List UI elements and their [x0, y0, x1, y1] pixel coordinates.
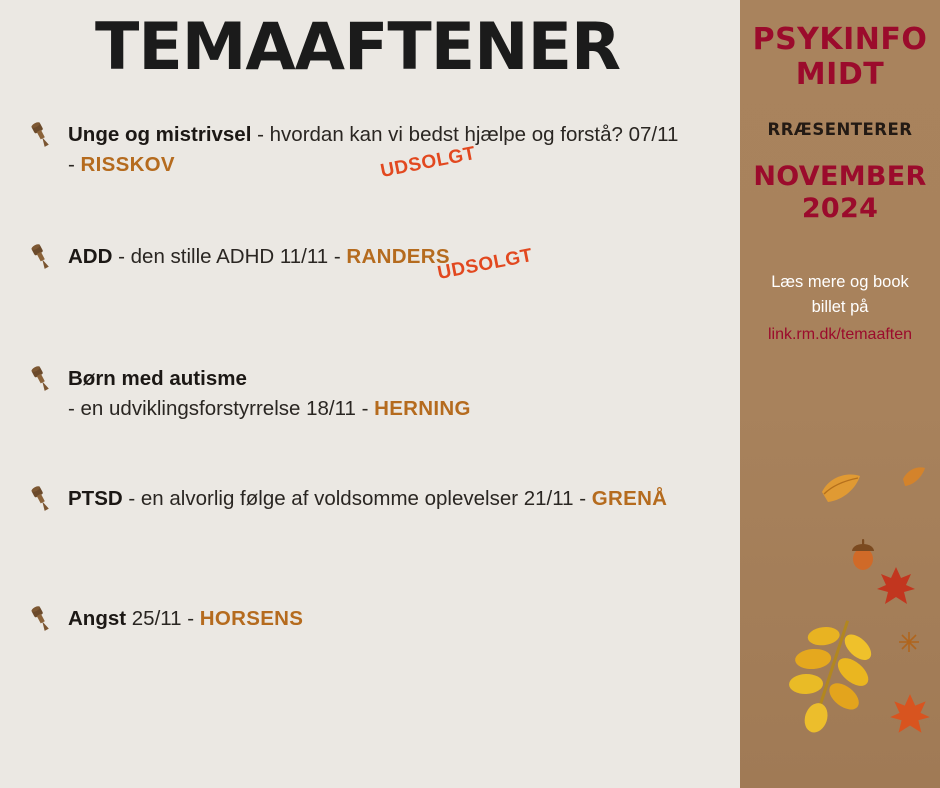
list-item [0, 484, 740, 544]
booking-link[interactable]: link.rm.dk/temaaften [767, 325, 913, 343]
event-title: PTSD [68, 487, 123, 511]
event-text [68, 242, 688, 272]
list-item [0, 604, 740, 664]
event-city: HORSENS [199, 607, 304, 631]
event-title: Angst [68, 607, 127, 631]
event-text [68, 484, 688, 514]
event-text [68, 364, 688, 423]
event-text [68, 604, 688, 634]
event-city: RISSKOV [80, 152, 175, 176]
booking-line-2: billet på [811, 298, 869, 317]
leaf-icon [900, 465, 928, 491]
acorn-icon [848, 538, 878, 572]
pin-icon [26, 120, 56, 150]
event-city: HERNING [374, 396, 471, 420]
event-title: Børn med autisme [68, 367, 247, 391]
booking-info [740, 270, 940, 348]
event-detail: - den stille ADHD 11/11 - [112, 245, 347, 269]
brand-name-line1: PSYKINFO [752, 22, 928, 57]
leaf-icon [818, 470, 864, 510]
list-item [0, 120, 740, 183]
status-badge: UDSOLGT [435, 245, 535, 285]
event-detail: - en alvorlig følge af voldsomme oplevelser 21/11 - [122, 487, 592, 511]
pin-icon [26, 484, 56, 514]
month-label: NOVEMBER [753, 160, 927, 192]
pin-icon [26, 242, 56, 272]
page-title: TEMAAFTENER [95, 10, 621, 85]
event-text [68, 120, 688, 179]
list-item [0, 242, 740, 302]
brand-name-line2: MIDT [795, 57, 885, 93]
pin-icon [26, 364, 56, 394]
booking-line-1: Læs mere og book [771, 272, 909, 291]
event-title: ADD [68, 245, 113, 269]
presents-label: RRÆSENTERER [767, 119, 913, 139]
rowan-leaf-icon [776, 610, 884, 740]
pin-icon [26, 604, 56, 634]
seed-icon [897, 630, 921, 654]
year-label: 2024 [801, 193, 879, 225]
event-title: Unge og mistrivsel [68, 123, 252, 147]
maple-leaf-icon [888, 692, 932, 738]
event-detail: - en udviklingsforstyrrelse 18/11 - [68, 396, 375, 420]
maple-leaf-icon [875, 565, 917, 609]
event-city: GRENÅ [591, 487, 668, 511]
event-city: RANDERS [346, 245, 450, 269]
brand-block [740, 0, 940, 93]
event-detail: 25/11 - [126, 607, 200, 631]
status-badge: UDSOLGT [378, 143, 478, 183]
list-item [0, 364, 740, 424]
poster-sidebar [740, 0, 940, 788]
event-list [0, 120, 740, 664]
event-detail: - hvordan kan vi bedst hjælpe og forstå? 07/11 - [68, 123, 679, 176]
